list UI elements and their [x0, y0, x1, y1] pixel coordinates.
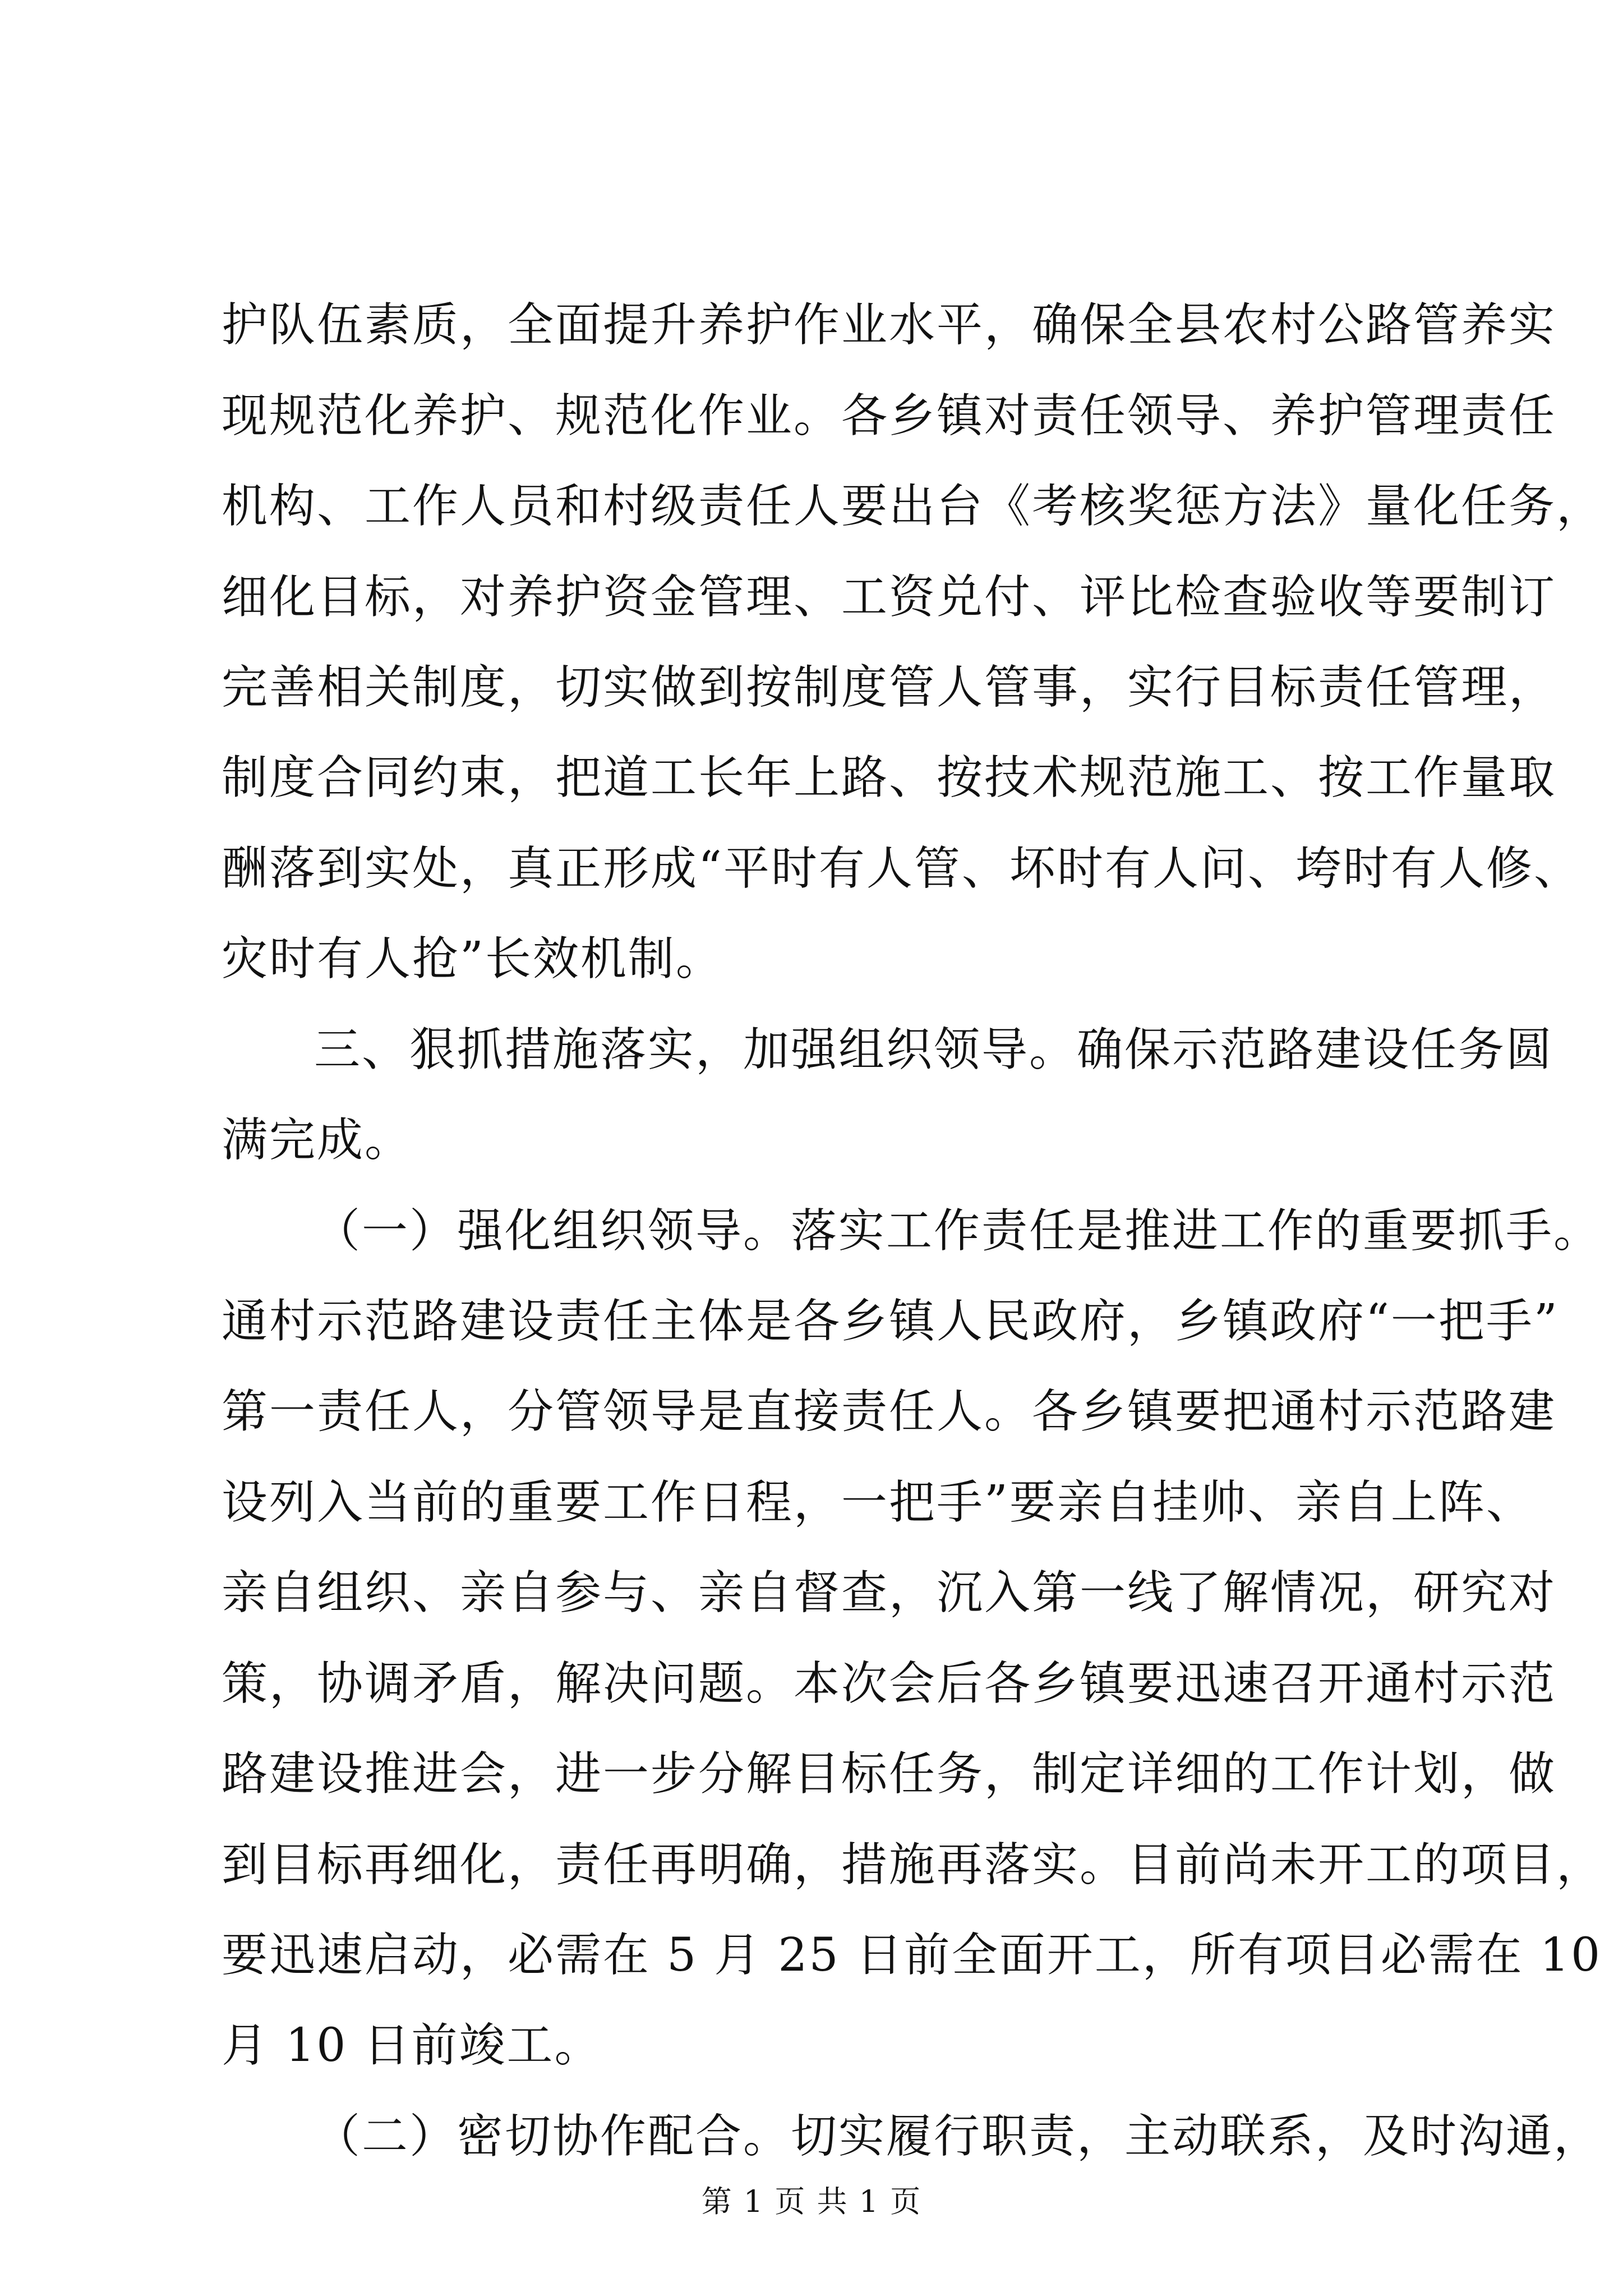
body-text-line: 策，协调矛盾，解决问题。本次会后各乡镇要迅速召开通村示范	[222, 1657, 1557, 1710]
body-text-line: 第一责任人，分管领导是直接责任人。各乡镇要把通村示范路建	[222, 1385, 1557, 1438]
page-number-footer: 第 1 页 共 1 页	[701, 2184, 922, 2219]
section-heading-line: 三、狠抓措施落实，加强组织领导。确保示范路建设任务圆	[314, 1023, 1554, 1076]
body-text-line: 护队伍素质，全面提升养护作业水平，确保全县农村公路管养实	[222, 298, 1557, 352]
body-text-line: 现规范化养护、规范化作业。各乡镇对责任领导、养护管理责任	[222, 389, 1557, 443]
body-text-line: 到目标再细化，责任再明确，措施再落实。目前尚未开工的项目，	[222, 1838, 1604, 1892]
body-text-line: 机构、工作人员和村级责任人要出台《考核奖惩方法》量化任务，	[222, 480, 1604, 533]
subsection-heading-line: （一）强化组织领导。落实工作责任是推进工作的重要抓手。	[314, 1204, 1602, 1258]
body-text-line: 通村示范路建设责任主体是各乡镇人民政府，乡镇政府“一把手”	[222, 1295, 1559, 1348]
body-text-line: 亲自组织、亲自参与、亲自督查，沉入第一线了解情况，研究对	[222, 1566, 1557, 1619]
body-text-line: 细化目标，对养护资金管理、工资兑付、评比检查验收等要制订	[222, 570, 1557, 624]
body-text-line: 酬落到实处，真正形成“平时有人管、坏时有人问、垮时有人修、	[222, 842, 1581, 895]
body-text-line: 路建设推进会，进一步分解目标任务，制定详细的工作计划，做	[222, 1747, 1557, 1801]
body-text-line: 月 10 日前竣工。	[222, 2019, 602, 2072]
body-text-line: 要迅速启动，必需在 5 月 25 日前全面开工，所有项目必需在 10	[222, 1929, 1602, 1982]
body-text-line: 灾时有人抢”长效机制。	[222, 932, 723, 986]
body-text-line: 制度合同约束，把道工长年上路、按技术规范施工、按工作量取	[222, 751, 1557, 804]
section-heading-line: 满完成。	[222, 1114, 413, 1167]
body-text-line: 设列入当前的重要工作日程，一把手”要亲自挂帅、亲自上阵、	[222, 1476, 1534, 1529]
body-text-line: 完善相关制度，切实做到按制度管人管事，实行目标责任管理，	[222, 661, 1557, 714]
subsection-heading-line: （二）密切协作配合。切实履行职责，主动联系，及时沟通，	[314, 2110, 1602, 2163]
